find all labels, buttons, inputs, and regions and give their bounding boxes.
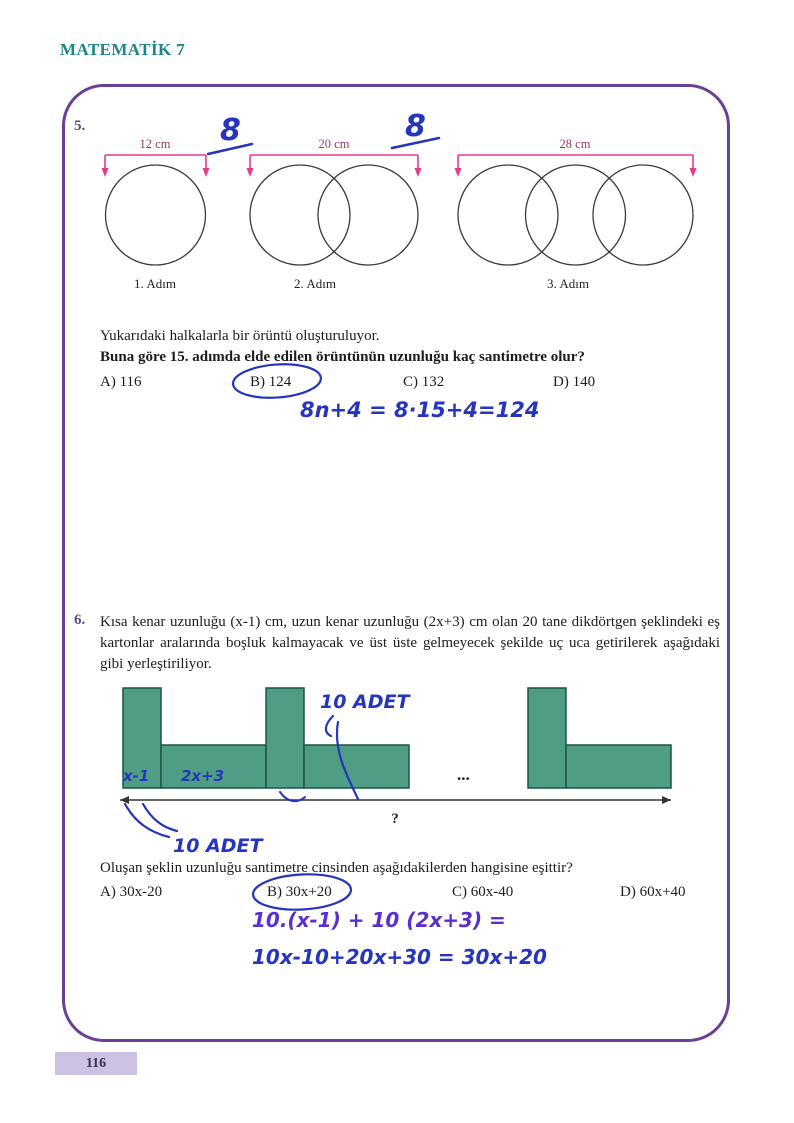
q5-text-line1: Yukarıdaki halkalarla bir örüntü oluşturuluyor. bbox=[100, 328, 380, 344]
arrow-down-icon bbox=[415, 168, 422, 177]
handwritten-count-bottom: 10 ADET bbox=[173, 835, 263, 857]
q5-step3-dim-label: 28 cm bbox=[559, 137, 591, 151]
handwritten-pointer-stroke bbox=[326, 716, 333, 736]
handwritten-count-top: 10 ADET bbox=[320, 691, 410, 713]
arrow-right-icon bbox=[662, 796, 671, 804]
q5-step2-label: 2. Adım bbox=[294, 276, 336, 291]
q5-step3-dimension-line bbox=[455, 155, 697, 177]
handwritten-short-side-label: x-1 bbox=[123, 767, 150, 785]
q6-handwritten-solution-2: 10x-10+20x+30 = 30x+20 bbox=[252, 945, 547, 969]
q5-step1-circle bbox=[106, 165, 206, 265]
question6-number: 6. bbox=[74, 612, 86, 628]
q6-handwritten-solution-1: 10.(x-1) + 10 (2x+3) = bbox=[252, 908, 506, 932]
q5-step3-circle bbox=[526, 165, 626, 265]
total-length-measure-line bbox=[120, 796, 671, 804]
q5-step2-dim-label: 20 cm bbox=[318, 137, 350, 151]
q6-option-c: C) 60x-40 bbox=[452, 884, 514, 900]
q6-question: Oluşan şeklin uzunluğu santimetre cinsinden aşağıdakilerden hangisine eşittir? bbox=[100, 860, 573, 876]
arrow-down-icon bbox=[203, 168, 210, 177]
q6-paragraph: Kısa kenar uzunluğu (x-1) cm, uzun kenar uzunluğu (2x+3) cm olan 20 tane dikdörtgen şeklindeki eş kartonlar aralarında boşluk kalmayacak ve üst üste gelmeyecek şekilde uç uca getirilerek aşağıdaki gibi yerleştiriliyor. bbox=[100, 614, 720, 672]
q5-handwritten-solution: 8n+4 = 8·15+4=124 bbox=[300, 398, 540, 422]
pattern-ellipsis: ... bbox=[457, 765, 470, 784]
question5-number: 5. bbox=[74, 118, 86, 134]
handwritten-pointer-stroke bbox=[143, 804, 177, 831]
q5-option-d: D) 140 bbox=[553, 374, 596, 390]
arrow-down-icon bbox=[102, 168, 109, 177]
q5-option-c: C) 132 bbox=[403, 374, 445, 390]
q6-option-d: D) 60x+40 bbox=[620, 884, 686, 900]
arrow-down-icon bbox=[247, 168, 254, 177]
page-number: 116 bbox=[85, 1055, 107, 1071]
q6-option-a: A) 30x-20 bbox=[100, 884, 163, 900]
q5-step1-dimension-line bbox=[102, 155, 210, 177]
q5-option-b: B) 124 bbox=[250, 374, 292, 390]
q5-pattern-diagram bbox=[90, 98, 720, 313]
q6-option-b: B) 30x+20 bbox=[267, 884, 332, 900]
q5-answer-circle-mark bbox=[231, 362, 323, 402]
horizontal-card-rect bbox=[304, 745, 409, 788]
q6-answer-circle-mark bbox=[250, 871, 356, 913]
total-length-question-mark: ? bbox=[391, 811, 399, 827]
handwritten-gap-note: 8 bbox=[405, 109, 426, 144]
q5-text-line2: Buna göre 15. adımda elde edilen örüntünün uzunluğu kaç santimetre olur? bbox=[100, 349, 585, 365]
q5-step1-dim-label: 12 cm bbox=[139, 137, 171, 151]
arrow-down-icon bbox=[690, 168, 697, 177]
horizontal-card-rect bbox=[566, 745, 671, 788]
q5-step3-circle bbox=[593, 165, 693, 265]
q5-step2-circle bbox=[318, 165, 418, 265]
page-number-badge bbox=[55, 1052, 137, 1075]
q5-step3-label: 3. Adım bbox=[547, 276, 589, 291]
vertical-card-rect bbox=[266, 688, 304, 788]
q5-step2-circle bbox=[250, 165, 350, 265]
page-title: MATEMATİK 7 bbox=[60, 40, 186, 59]
q6-cardboard-diagram bbox=[95, 680, 715, 860]
arrow-down-icon bbox=[455, 168, 462, 177]
q5-step3-circle bbox=[458, 165, 558, 265]
q5-option-a: A) 116 bbox=[100, 374, 142, 390]
arrow-left-icon bbox=[120, 796, 129, 804]
vertical-card-rect bbox=[528, 688, 566, 788]
handwritten-gap-note: 8 bbox=[220, 113, 241, 148]
handwritten-long-side-label: 2x+3 bbox=[181, 767, 225, 785]
q5-step1-label: 1. Adım bbox=[134, 276, 176, 291]
